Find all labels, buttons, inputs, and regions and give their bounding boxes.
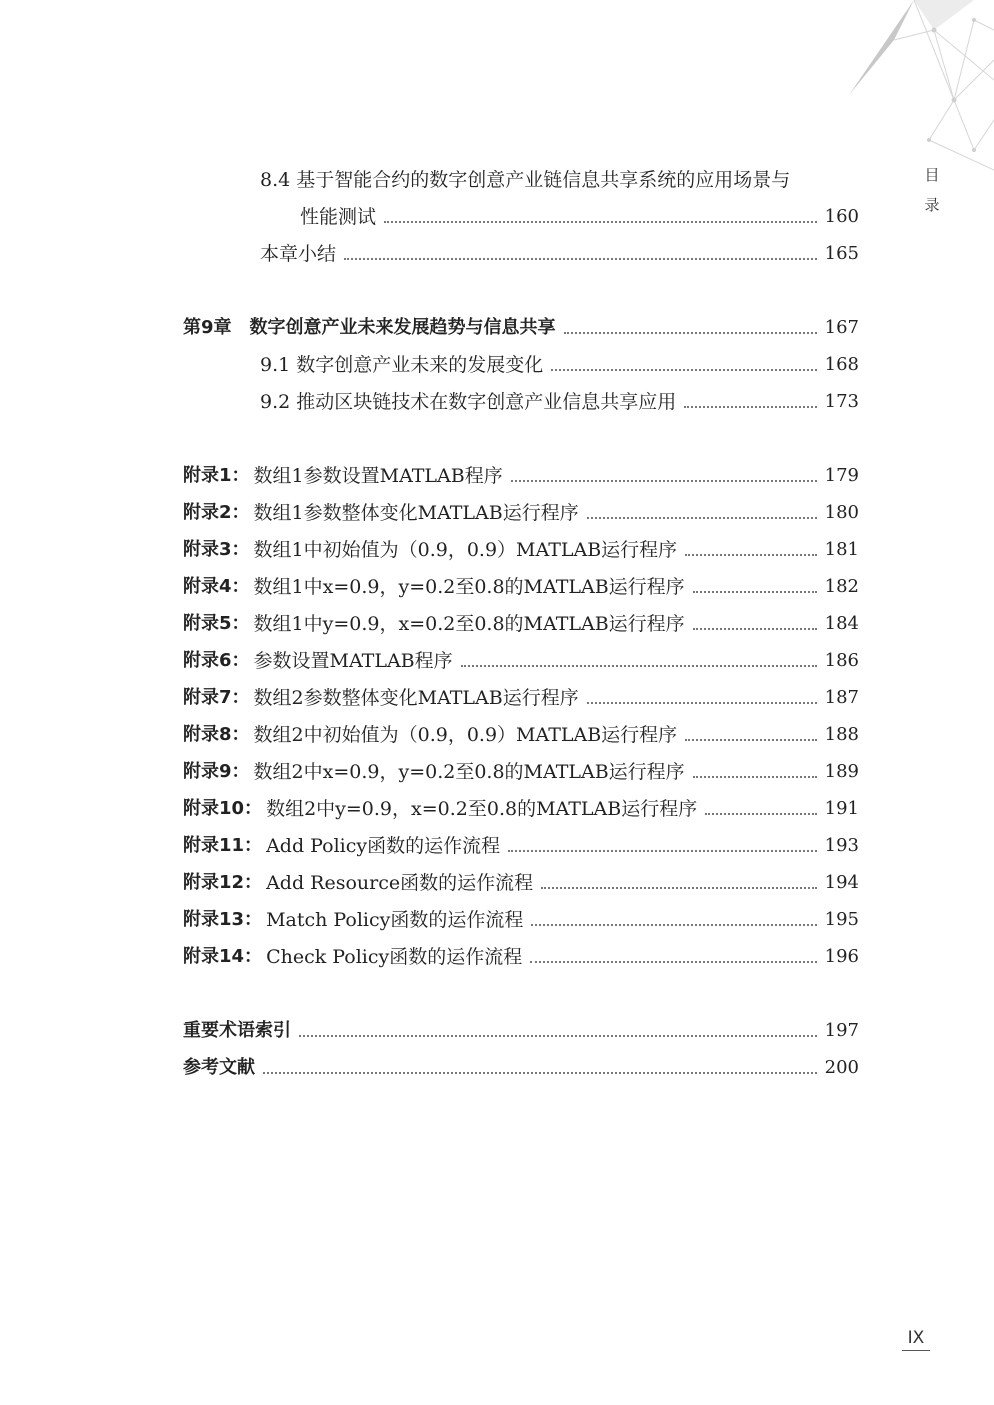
toc-entry-label: 重要术语索引 (183, 1020, 291, 1041)
toc-page-number: 187 (824, 687, 859, 708)
running-section-label (920, 160, 944, 220)
toc-entry-label: 本章小结 (260, 243, 337, 265)
toc-entry-appendix[interactable] (183, 525, 859, 562)
toc-entry-appendix[interactable] (183, 858, 859, 895)
dot-leader (541, 887, 817, 889)
toc-page-number: 182 (824, 576, 859, 597)
dot-leader (693, 776, 817, 778)
toc-entry-glossary[interactable] (183, 1006, 859, 1043)
toc-entry-label: 数组1参数设置MATLAB程序 (253, 465, 503, 487)
toc-entry-8-4-line1[interactable] (183, 155, 859, 192)
toc-page-number: 193 (824, 835, 859, 856)
toc-entry-appendix[interactable] (183, 562, 859, 599)
dot-leader (685, 554, 816, 556)
toc-page-number: 173 (824, 391, 859, 412)
appendix-number: 附录4： (183, 576, 250, 597)
toc-entry-label: Add Resource函数的运作流程 (266, 872, 534, 894)
dot-leader (551, 369, 816, 371)
toc-page-number: 186 (824, 650, 859, 671)
toc-entry-appendix[interactable] (183, 784, 859, 821)
appendix-number: 附录6： (183, 650, 250, 671)
dot-leader (684, 406, 816, 408)
appendix-number: 附录10： (183, 798, 263, 819)
toc-entry-appendix[interactable] (183, 488, 859, 525)
toc-page-number: 184 (824, 613, 859, 634)
dot-leader (531, 924, 816, 926)
toc-entry-appendix[interactable] (183, 895, 859, 932)
dot-leader (508, 850, 817, 852)
toc-entry-chapter-9[interactable] (183, 303, 859, 340)
toc-entry-appendix[interactable] (183, 747, 859, 784)
toc-page-number: 181 (824, 539, 859, 560)
side-label-char-1: 目 (924, 166, 940, 184)
toc-entry-chapter-summary[interactable] (183, 229, 859, 266)
toc-page-number: 189 (824, 761, 859, 782)
toc-entry-appendix[interactable] (183, 932, 859, 969)
toc-page-number: 167 (824, 317, 859, 338)
toc-entry-label: 参数设置MATLAB程序 (253, 650, 453, 672)
toc-entry-9-2[interactable] (183, 377, 859, 414)
dot-leader (299, 1035, 817, 1037)
dot-leader (693, 628, 817, 630)
dot-leader (263, 1072, 817, 1074)
appendix-number: 附录3： (183, 539, 250, 560)
dot-leader (705, 813, 816, 815)
toc-entry-label: 数组1中y=0.9，x=0.2至0.8的MATLAB运行程序 (253, 613, 685, 635)
appendix-number: 附录14： (183, 946, 263, 967)
toc-entry-label: 数组1中x=0.9，y=0.2至0.8的MATLAB运行程序 (253, 576, 685, 598)
toc-entry-label: 数组2中x=0.9，y=0.2至0.8的MATLAB运行程序 (253, 761, 685, 783)
table-of-contents (183, 155, 859, 1080)
dot-leader (564, 332, 817, 334)
toc-page-number: 188 (824, 724, 859, 745)
appendix-number: 附录1： (183, 465, 250, 486)
appendix-list (183, 451, 859, 969)
toc-entry-label: 9.1 数字创意产业未来的发展变化 (260, 354, 544, 376)
corner-geometric-decoration (834, 0, 994, 180)
appendix-number: 附录7： (183, 687, 250, 708)
side-label-char-2: 录 (924, 196, 940, 214)
toc-entry-label: 数组2参数整体变化MATLAB运行程序 (253, 687, 579, 709)
appendix-number: 附录9： (183, 761, 250, 782)
toc-entry-references[interactable] (183, 1043, 859, 1080)
chapter-number: 第9章 (183, 317, 232, 338)
page-folio: IX (902, 1328, 930, 1351)
appendix-number: 附录8： (183, 724, 250, 745)
dot-leader (384, 221, 817, 223)
toc-entry-appendix[interactable] (183, 451, 859, 488)
dot-leader (685, 739, 816, 741)
toc-entry-label: Check Policy函数的运作流程 (266, 946, 523, 968)
toc-page-number: 165 (824, 243, 859, 264)
toc-entry-label: Match Policy函数的运作流程 (266, 909, 524, 931)
toc-entry-label: 参考文献 (183, 1057, 255, 1078)
toc-entry-appendix[interactable] (183, 821, 859, 858)
dot-leader (587, 702, 817, 704)
toc-page-number: 200 (824, 1057, 859, 1078)
appendix-number: 附录2： (183, 502, 250, 523)
dot-leader (344, 258, 817, 260)
toc-page-number: 179 (824, 465, 859, 486)
toc-page-number: 197 (824, 1020, 859, 1041)
toc-entry-label: 8.4 基于智能合约的数字创意产业链信息共享系统的应用场景与 (260, 169, 791, 191)
toc-entry-label: 数组2中y=0.9，x=0.2至0.8的MATLAB运行程序 (266, 798, 698, 820)
toc-page-number: 196 (824, 946, 859, 967)
toc-entry-label: 9.2 推动区块链技术在数字创意产业信息共享应用 (260, 391, 677, 413)
toc-entry-label: 性能测试 (300, 206, 377, 228)
appendix-number: 附录12： (183, 872, 263, 893)
appendix-number: 附录11： (183, 835, 263, 856)
toc-entry-9-1[interactable] (183, 340, 859, 377)
chapter-title: 数字创意产业未来发展趋势与信息共享 (249, 317, 556, 338)
dot-leader (530, 961, 816, 963)
dot-leader (461, 665, 817, 667)
dot-leader (587, 517, 817, 519)
toc-entry-appendix[interactable] (183, 636, 859, 673)
dot-leader (693, 591, 817, 593)
toc-page-number: 194 (824, 872, 859, 893)
toc-entry-8-4-line2[interactable] (183, 192, 859, 229)
toc-page-number: 180 (824, 502, 859, 523)
toc-page-number: 195 (824, 909, 859, 930)
appendix-number: 附录5： (183, 613, 250, 634)
toc-entry-label: 数组1参数整体变化MATLAB运行程序 (253, 502, 579, 524)
toc-page-number: 191 (824, 798, 859, 819)
appendix-number: 附录13： (183, 909, 263, 930)
toc-entry-label: Add Policy函数的运作流程 (266, 835, 501, 857)
toc-entry-label: 数组2中初始值为（0.9，0.9）MATLAB运行程序 (253, 724, 678, 746)
toc-page-number: 168 (824, 354, 859, 375)
toc-page-number: 160 (824, 206, 859, 227)
toc-entry-label: 数组1中初始值为（0.9，0.9）MATLAB运行程序 (253, 539, 678, 561)
dot-leader (511, 480, 817, 482)
toc-entry-appendix[interactable] (183, 710, 859, 747)
toc-entry-appendix[interactable] (183, 673, 859, 710)
toc-entry-appendix[interactable] (183, 599, 859, 636)
